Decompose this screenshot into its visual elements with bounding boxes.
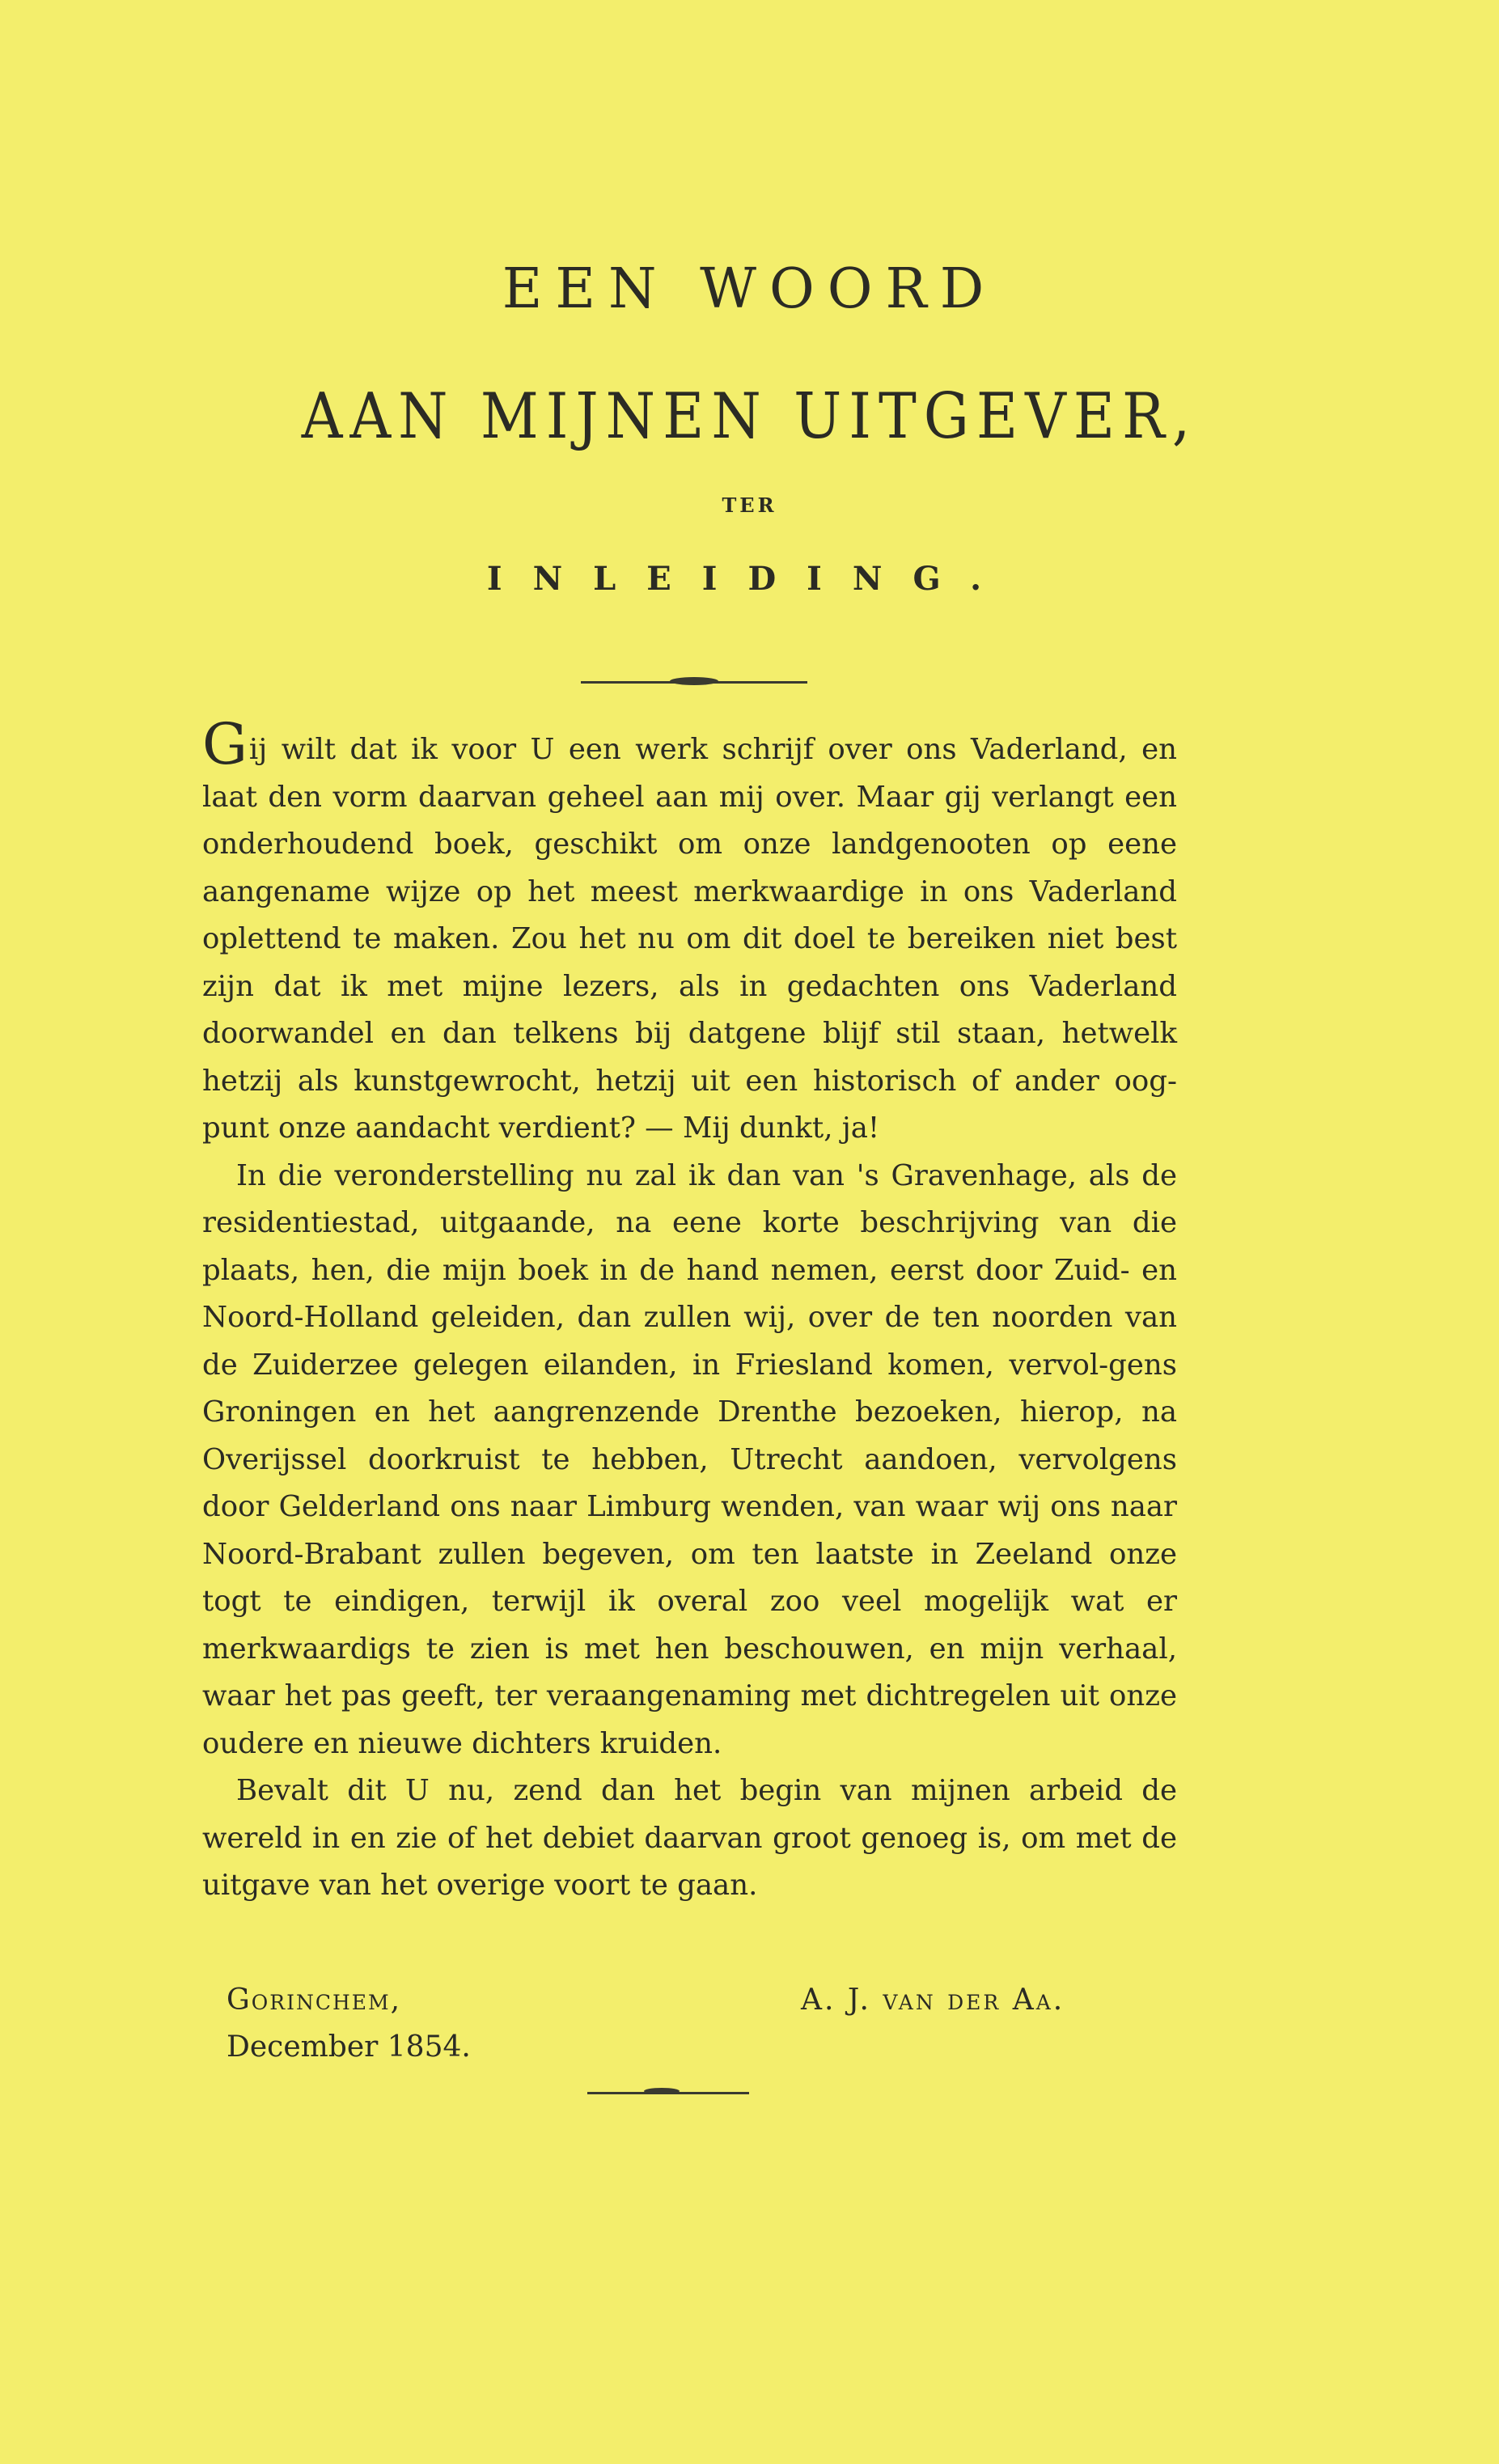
paragraph-2: In die veronderstelling nu zal ik dan van 's Gravenhage, als de residentiestad, uitgaande, na eene korte beschrijving van die plaats, hen, die mijn boek in de hand nemen, eerst door Zuid- en Noord-Holland geleiden, dan zullen wij, over de ten noorden van de Zuiderzee gelegen eilanden, in Friesland komen, vervol-gens Groningen en het aangrenzende Drenthe bezoeken, hierop, na Overijssel doorkruist te hebben, Utrecht aandoen, vervolgens door Gelderland ons naar Limburg wenden, van waar wij ons naar Noord-Brabant zullen begeven, om ten laatste in Zeeland onze togt te eindigen, terwijl ik overal zoo veel mogelijk wat er merkwaardigs te zien is met hen beschouwen, en mijn verhaal, waar het pas geeft, ter veraangenaming met dichtregelen uit onze oudere en nieuwe dichters kruiden. xyxy=(202,1158,1177,1760)
paragraph-3: Bevalt dit U nu, zend dan het begin van mijnen arbeid de wereld in en zie of het debiet daarvan groot genoeg is, om met de uitgave van het overige voort te gaan. xyxy=(202,1774,1177,1902)
signature-author: A. J. van der Aa. xyxy=(801,1983,1065,2017)
rule-ornament-bottom xyxy=(644,2088,680,2094)
section-heading-inleiding: INLEIDING. xyxy=(486,560,1013,598)
body-text xyxy=(202,711,1177,1910)
paragraph-1 xyxy=(202,711,1177,1153)
rule-ornament-top xyxy=(670,677,718,685)
title-line-2: AAN MIJNEN UITGEVER, xyxy=(301,380,1198,453)
paragraph-1-text: ij wilt dat ik voor U een werk schrijf over ons Vaderland, en laat den vorm daarvan geheel aan mij over. Maar gij verlangt een onderhoudend boek, geschikt om onze landgenooten op eene aangename wijze op het meest merkwaardige in ons Vaderland oplettend te maken. Zou het nu om dit doel te bereiken niet best zijn dat ik met mijne lezers, als in gedachten ons Vaderland doorwandel en dan telkens bij datgene blijf stil staan, hetwelk hetzij als kunstgewrocht, hetzij uit een historisch of ander oog-punt onze aandacht verdient? — Mij dunkt, ja! xyxy=(202,733,1177,1145)
subtitle-ter: TER xyxy=(722,493,777,517)
title-line-1: EEN WOORD xyxy=(502,257,997,321)
signature-date: December 1854. xyxy=(227,2030,471,2064)
drop-cap: G xyxy=(202,711,248,777)
signature-place: Gorinchem, xyxy=(227,1983,402,2017)
